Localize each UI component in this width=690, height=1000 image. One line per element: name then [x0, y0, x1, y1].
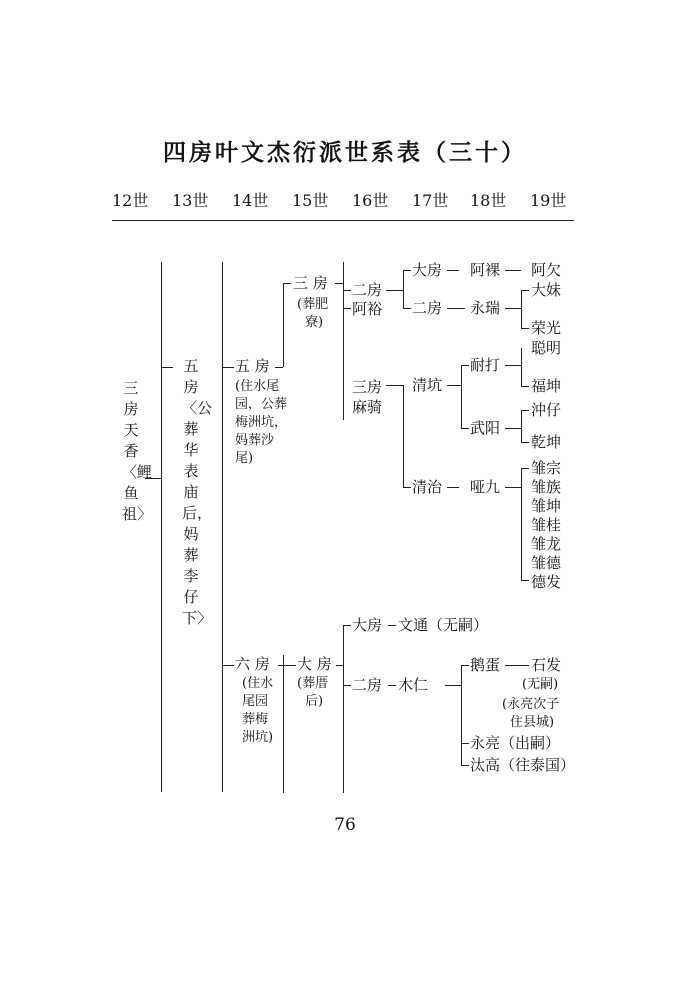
node-g18: 永亮（出嗣）	[470, 734, 561, 752]
node-g19: 福坤	[531, 377, 562, 395]
generation-header: 18世	[470, 191, 507, 210]
node-g17: 二房	[412, 299, 443, 317]
node-note: (无嗣)	[522, 677, 559, 692]
node-g17: 木仁	[398, 676, 429, 694]
node-g16: 麻骑	[352, 398, 383, 416]
header-rule	[112, 220, 574, 221]
page-number: 76	[334, 815, 356, 835]
node-g19: 雏宗	[531, 459, 562, 477]
node-g19: 德发	[531, 573, 562, 591]
page-title: 四房叶文杰衍派世系表（三十）	[163, 140, 527, 166]
generation-header: 14世	[232, 191, 269, 210]
generation-header: 13世	[172, 191, 209, 210]
node-g16: 二房	[352, 676, 383, 694]
generation-header: 19世	[530, 191, 567, 210]
node-g18: 哑九	[470, 478, 501, 496]
node-note: (葬肥 寮)	[297, 297, 329, 330]
node-note: (住水 尾园 葬梅 洲坑)	[242, 676, 274, 745]
node-note: (住水尾 园，公葬 梅洲坑， 妈葬沙 尾)	[235, 379, 288, 466]
node-g15: 三 房	[293, 274, 328, 292]
node-g19: 沖仔	[531, 401, 562, 419]
node-g16: 大房	[352, 616, 383, 634]
node-note: (葬厝 后)	[297, 676, 329, 709]
node-g16: 二房	[352, 281, 383, 299]
node-g17: 清治	[412, 478, 443, 496]
node-g19: 大妹	[531, 281, 562, 299]
node-g18: 阿裸	[470, 261, 501, 279]
node-g14: 六 房	[235, 655, 270, 673]
ancestor-g12: 三房天香〈鲤鱼祖〉	[122, 379, 153, 523]
node-g18: 武阳	[470, 419, 501, 437]
node-g19: 乾坤	[531, 433, 562, 451]
node-g17: 文通（无嗣）	[398, 616, 489, 634]
node-note: (永亮次子	[502, 697, 560, 712]
node-g17: 清坑	[412, 376, 443, 394]
node-note: 住县城)	[510, 715, 555, 730]
generation-header: 15世	[292, 191, 329, 210]
ancestor-g13: 五房〈公葬华表庙后，妈葬李仔下〉	[182, 357, 213, 627]
node-g18: 永瑞	[470, 299, 501, 317]
node-g19: 雏德	[531, 554, 562, 572]
node-g19: 雏桂	[531, 516, 562, 534]
node-g19: 雏坤	[531, 497, 562, 515]
node-g19: 聪明	[531, 339, 562, 357]
node-g15: 大 房	[297, 655, 332, 673]
generation-header: 16世	[352, 191, 389, 210]
node-g18: 耐打	[470, 356, 501, 374]
node-g16: 三房	[352, 378, 383, 396]
node-g17: 大房	[412, 261, 443, 279]
node-g19: 雏龙	[531, 535, 562, 553]
node-g19: 石发	[531, 656, 562, 674]
generation-header: 12世	[112, 191, 149, 210]
node-g19: 荣光	[531, 319, 562, 337]
node-g19: 雏族	[531, 478, 562, 496]
node-g14: 五 房	[235, 357, 270, 375]
node-g16: 阿裕	[352, 300, 383, 318]
node-g18: 汰高（往泰国）	[470, 756, 576, 774]
node-g19: 阿欠	[531, 261, 562, 279]
node-g18: 鹅蛋	[470, 656, 501, 674]
generation-header: 17世	[412, 191, 449, 210]
